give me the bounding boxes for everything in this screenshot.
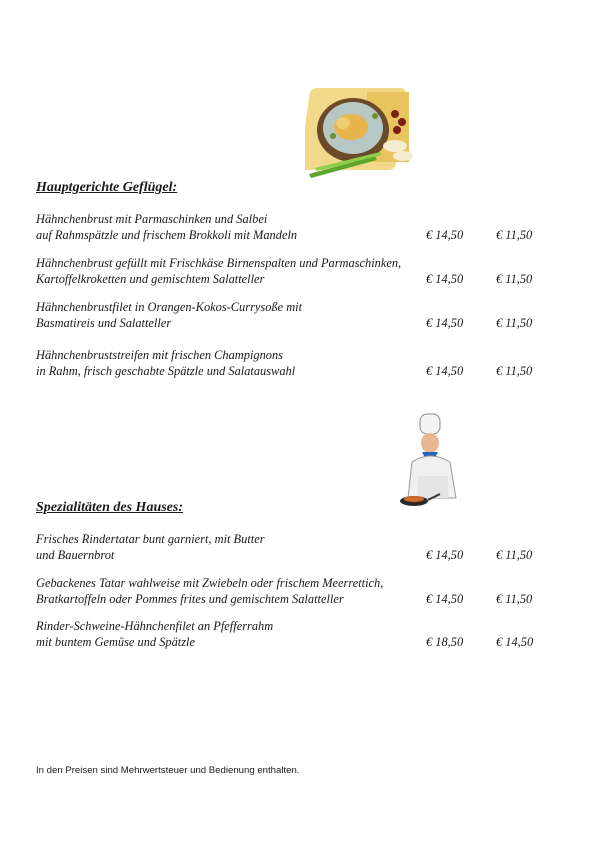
price-small: € 11,50: [496, 316, 533, 330]
item-description-line: Bratkartoffeln oder Pommes frites und gemischtem Salatteller: [36, 592, 344, 606]
chicken-dish-icon: [305, 84, 415, 180]
item-description-line: in Rahm, frisch geschabte Spätzle und Salatauswahl: [36, 364, 296, 378]
price-small: € 11,50: [496, 548, 533, 562]
price-large: € 14,50: [426, 592, 464, 606]
item-description-line: Frisches Rindertatar bunt garniert, mit Butter: [36, 532, 265, 546]
price-large: € 14,50: [426, 272, 464, 286]
item-description-line: Hähnchenbrust mit Parmaschinken und Salbei: [36, 212, 268, 226]
price-small: € 14,50: [496, 635, 534, 649]
item-description-line: Basmatireis und Salatteller: [36, 316, 172, 330]
menu-item: [36, 575, 556, 607]
price-large: € 18,50: [426, 635, 464, 649]
price-small: € 11,50: [496, 272, 533, 286]
item-description-line: Hähnchenbrust gefüllt mit Frischkäse Birnenspalten und Parmaschinken,: [36, 256, 402, 270]
item-description-line: auf Rahmspätzle und frischem Brokkoli mit Mandeln: [36, 228, 298, 242]
item-description-line: Kartoffelkroketten und gemischtem Salatteller: [36, 272, 265, 286]
price-large: € 14,50: [426, 364, 464, 378]
menu-item: [36, 531, 556, 563]
menu-item: [36, 618, 556, 650]
price-large: € 14,50: [426, 548, 464, 562]
item-description-line: Hähnchenbruststreifen mit frischen Champignons: [36, 348, 283, 362]
item-description-line: und Bauernbrot: [36, 548, 115, 562]
price-small: € 11,50: [496, 364, 533, 378]
price-large: € 14,50: [426, 228, 464, 242]
chef-icon: [398, 412, 464, 512]
section-heading-specialties: Spezialitäten des Hauses:: [36, 500, 184, 515]
item-description-line: Hähnchenbrustfilet in Orangen-Kokos-Currysoße mit: [36, 300, 303, 314]
section-heading-poultry: Hauptgerichte Geflügel:: [36, 180, 178, 195]
menu-item: [36, 211, 556, 243]
item-description-line: mit buntem Gemüse und Spätzle: [36, 635, 195, 649]
price-footnote: In den Preisen sind Mehrwertsteuer und Bedienung enthalten.: [36, 765, 300, 776]
price-large: € 14,50: [426, 316, 464, 330]
price-small: € 11,50: [496, 592, 533, 606]
price-small: € 11,50: [496, 228, 533, 242]
item-description-line: Rinder-Schweine-Hähnchenfilet an Pfefferrahm: [36, 619, 274, 633]
menu-item: [36, 299, 556, 331]
menu-item: [36, 255, 556, 287]
menu-item: [36, 347, 556, 379]
item-description-line: Gebackenes Tatar wahlweise mit Zwiebeln oder frischem Meerrettich,: [36, 576, 384, 590]
